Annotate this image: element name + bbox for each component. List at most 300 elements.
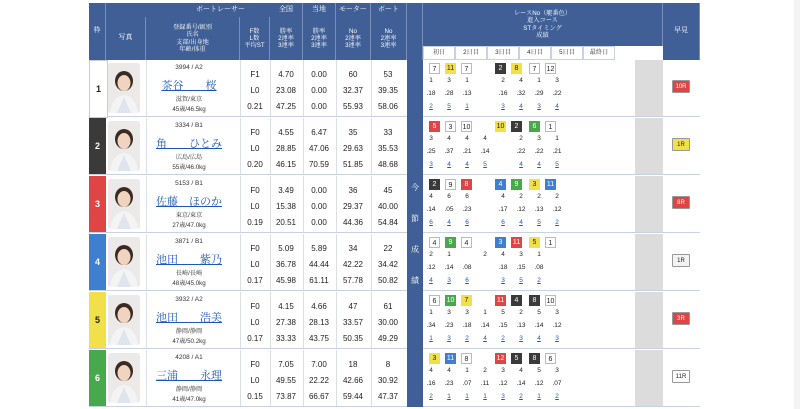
motor-stat: 57.78 (342, 276, 364, 285)
race-no-box[interactable]: 3 (429, 353, 440, 364)
finish-rank-link[interactable]: 2 (465, 335, 469, 342)
local-stat: 22.22 (308, 376, 330, 385)
waku-number: 1 (89, 60, 108, 118)
column-separator (371, 60, 372, 116)
finish-rank-link[interactable]: 3 (537, 103, 541, 110)
day-header-1: 初日 (423, 46, 455, 60)
racer-row (89, 292, 700, 349)
avg-st: 0.20 (247, 160, 263, 169)
l-count: L0 (250, 202, 260, 211)
course-number: 3 (501, 367, 505, 374)
registration: 3994 / A2 (175, 64, 203, 71)
course-number: 2 (429, 251, 433, 258)
st-timing: .23 (462, 206, 472, 213)
f-count: F0 (250, 302, 260, 311)
day-header-6: 最終日 (583, 46, 615, 60)
finish-rank-link[interactable]: 1 (429, 335, 433, 342)
finish-rank-link[interactable]: 2 (537, 277, 541, 284)
race-no-box[interactable]: 2 (429, 179, 440, 190)
racer-name[interactable]: 三浦 永理 (156, 370, 222, 382)
race-no-box[interactable]: 6 (429, 295, 440, 306)
race-no-box[interactable]: 3 (495, 237, 506, 248)
age-weight: 55歳/46.0kg (172, 164, 206, 171)
st-timing: .07 (552, 380, 562, 387)
header-sohaya: 早見 (663, 3, 700, 60)
konsetsu-char: 今 (411, 182, 419, 192)
motor-stat: 59.44 (342, 392, 364, 401)
finish-rank-link[interactable]: 4 (429, 277, 433, 284)
course-number: 2 (519, 193, 523, 200)
course-number: 5 (537, 309, 541, 316)
finish-rank-link[interactable]: 6 (465, 277, 469, 284)
local-stat: 44.44 (308, 260, 330, 269)
final-day-column (635, 350, 663, 406)
age-weight: 47歳/50.2kg (172, 338, 206, 345)
course-number: 3 (429, 135, 433, 142)
f-count: F0 (250, 360, 260, 369)
race-no-box[interactable]: 4 (511, 295, 522, 306)
course-number: 4 (447, 135, 451, 142)
boat-stat: 58.06 (377, 102, 399, 111)
st-timing: .23 (444, 380, 454, 387)
st-timing: .14 (480, 322, 490, 329)
race-no-box[interactable]: 5 (529, 237, 540, 248)
sohaya-button[interactable]: 1R (672, 138, 690, 151)
course-number: 4 (501, 251, 505, 258)
st-timing: .12 (426, 264, 436, 271)
finish-rank-link[interactable]: 1 (483, 393, 487, 400)
registration: 4208 / A1 (175, 354, 203, 361)
race-no-box[interactable]: 9 (511, 179, 522, 190)
local-stat: 70.59 (308, 160, 330, 169)
st-timing: .23 (444, 322, 454, 329)
racer-name[interactable]: 池田 浩美 (156, 312, 222, 324)
race-no-box[interactable]: 7 (429, 63, 440, 74)
race-no-box[interactable]: 7 (529, 63, 540, 74)
racer-name[interactable]: 角 ひとみ (156, 138, 222, 150)
race-no-box[interactable]: 12 (496, 355, 505, 362)
race-no-box[interactable]: 6 (545, 353, 556, 364)
header-touchi-sub: 勝率 2連率 3連率 (303, 17, 336, 60)
st-timing: .18 (426, 90, 436, 97)
konsetsu-char: 節 (411, 213, 419, 223)
registration: 5153 / B1 (175, 180, 203, 187)
race-table (89, 3, 700, 407)
finish-rank-link[interactable]: 1 (447, 393, 451, 400)
finish-rank-link[interactable]: 3 (447, 335, 451, 342)
race-no-box[interactable]: 4 (461, 237, 472, 248)
st-timing: .15 (516, 264, 526, 271)
course-number: 4 (429, 367, 433, 374)
finish-rank-link[interactable]: 5 (483, 161, 487, 168)
finish-rank-link[interactable]: 4 (465, 161, 469, 168)
race-no-box[interactable]: 10 (545, 295, 556, 306)
course-number: 6 (465, 193, 469, 200)
course-number: 4 (429, 193, 433, 200)
course-number: 3 (555, 309, 559, 316)
st-timing: .13 (516, 322, 526, 329)
national-stat: 36.78 (275, 260, 297, 269)
course-number: 6 (447, 193, 451, 200)
finish-rank-link[interactable]: 1 (465, 393, 469, 400)
st-timing: .08 (462, 264, 472, 271)
race-no-box[interactable]: 5 (429, 121, 440, 132)
local-stat: 66.67 (308, 392, 330, 401)
course-number: 1 (429, 309, 433, 316)
header-waku: 枠 (89, 3, 106, 60)
national-stat: 15.38 (275, 202, 297, 211)
st-timing: .21 (462, 148, 472, 155)
day-header-4: 4日目 (519, 46, 551, 60)
race-no-box[interactable]: 2 (495, 63, 506, 74)
st-timing: .21 (552, 148, 562, 155)
sohaya-button[interactable]: 11R (672, 370, 690, 383)
racer-photo (108, 63, 140, 113)
header-motor: モーター (336, 3, 371, 17)
l-count: L0 (250, 260, 260, 269)
finish-rank-link[interactable]: 5 (555, 161, 559, 168)
motor-stat: 47 (348, 302, 358, 311)
sohaya-button[interactable]: 1R (672, 254, 690, 267)
f-count: F0 (250, 128, 260, 137)
race-no-box[interactable]: 3 (445, 121, 456, 132)
boat-stat: 49.29 (377, 334, 399, 343)
st-timing: .14 (444, 264, 454, 271)
motor-stat: 32.37 (342, 86, 364, 95)
race-no-box[interactable]: 7 (461, 63, 472, 74)
sohaya-button[interactable]: 3R (672, 312, 690, 325)
st-timing: .37 (444, 148, 454, 155)
branch: 長崎/長崎 (175, 270, 203, 277)
st-timing: .34 (426, 322, 436, 329)
column-separator (336, 234, 337, 290)
st-timing: .12 (498, 380, 508, 387)
national-stat: 7.05 (278, 360, 294, 369)
finish-rank-link[interactable]: 3 (429, 161, 433, 168)
course-number: 4 (447, 367, 451, 374)
waku-number: 2 (89, 118, 106, 174)
boat-stat: 34.42 (377, 260, 399, 269)
race-no-box[interactable]: 5 (511, 353, 522, 364)
race-no-box[interactable]: 4 (429, 237, 440, 248)
boat-stat: 47.37 (377, 392, 399, 401)
f-count: F0 (250, 244, 260, 253)
boat-stat: 48.68 (377, 160, 399, 169)
header-boat: ボート (371, 3, 407, 17)
boat-stat: 50.82 (377, 276, 399, 285)
course-number: 3 (555, 367, 559, 374)
boat-stat: 30.92 (377, 376, 399, 385)
course-number: 1 (465, 367, 469, 374)
st-timing: .08 (534, 264, 544, 271)
course-number: 2 (483, 251, 487, 258)
boat-stat: 35.53 (377, 144, 399, 153)
motor-stat: 42.22 (342, 260, 364, 269)
st-timing: .25 (426, 148, 436, 155)
boat-stat: 39.35 (377, 86, 399, 95)
final-day-column (635, 292, 663, 348)
finish-rank-link[interactable]: 4 (519, 161, 523, 168)
finish-rank-link[interactable]: 4 (519, 219, 523, 226)
sohaya-button[interactable]: 8R (672, 196, 690, 209)
finish-rank-link[interactable]: 5 (447, 103, 451, 110)
finish-rank-link[interactable]: 3 (501, 393, 505, 400)
course-number: 5 (537, 367, 541, 374)
race-no-box[interactable]: 9 (445, 179, 456, 190)
finish-rank-link[interactable]: 4 (483, 335, 487, 342)
race-no-box[interactable]: 8 (511, 63, 522, 74)
st-timing: .32 (516, 90, 526, 97)
st-timing: .05 (444, 206, 454, 213)
race-no-box[interactable]: 10 (496, 123, 505, 130)
st-timing: .13 (534, 206, 544, 213)
finish-rank-link[interactable]: 4 (537, 335, 541, 342)
course-number: 2 (483, 367, 487, 374)
avg-st: 0.21 (247, 102, 263, 111)
motor-stat: 18 (348, 360, 358, 369)
finish-rank-link[interactable]: 3 (519, 335, 523, 342)
race-no-box[interactable]: 2 (511, 121, 522, 132)
header-st: F数 L数 平均ST (240, 17, 270, 60)
konsetsu-char: 成 (411, 244, 419, 254)
boat-stat: 33 (383, 128, 393, 137)
l-count: L0 (250, 144, 260, 153)
st-timing: .16 (426, 380, 436, 387)
race-no-box[interactable]: 3 (529, 179, 540, 190)
finish-rank-link[interactable]: 4 (447, 161, 451, 168)
course-number: 1 (537, 251, 541, 258)
national-stat: 27.38 (275, 318, 297, 327)
column-separator (336, 176, 337, 232)
finish-rank-link[interactable]: 6 (429, 219, 433, 226)
st-timing: .12 (534, 380, 544, 387)
column-separator (336, 118, 337, 174)
finish-rank-link[interactable]: 2 (429, 393, 433, 400)
header-race-info: レースNo（艇番色） 進入コース STタイミング 成績 (423, 3, 663, 46)
header-racer: ボートレーサー (106, 3, 336, 17)
course-number: 4 (483, 135, 487, 142)
finish-rank-link[interactable]: 2 (429, 103, 433, 110)
local-stat: 4.66 (311, 302, 327, 311)
local-stat: 61.11 (309, 276, 329, 285)
racer-row (89, 234, 700, 291)
race-no-box[interactable]: 7 (461, 295, 472, 306)
st-timing: .15 (498, 322, 508, 329)
age-weight: 48歳/45.0kg (172, 280, 206, 287)
st-timing: .18 (498, 264, 508, 271)
header-zenkoku: 全国 (270, 3, 303, 17)
st-timing: .12 (552, 322, 562, 329)
race-no-box[interactable]: 8 (461, 179, 472, 190)
final-day-column (635, 234, 663, 290)
age-weight: 41歳/47.0kg (172, 396, 206, 403)
avg-st: 0.17 (247, 276, 263, 285)
column-separator (371, 176, 372, 232)
racer-row (89, 350, 700, 407)
column-separator (371, 234, 372, 290)
boat-stat: 8 (385, 360, 391, 369)
finish-rank-link[interactable]: 3 (501, 103, 505, 110)
course-number: 2 (537, 193, 541, 200)
motor-stat: 55.93 (342, 102, 364, 111)
course-number: 5 (501, 309, 505, 316)
st-timing: .28 (444, 90, 454, 97)
course-number: 1 (465, 77, 469, 84)
column-separator (336, 292, 337, 348)
race-no-box[interactable]: 11 (512, 239, 521, 246)
st-timing: .14 (426, 206, 436, 213)
race-no-box[interactable]: 1 (545, 121, 556, 132)
konsetsu-char: 績 (411, 275, 419, 285)
st-timing: .18 (462, 322, 472, 329)
st-timing: .22 (534, 148, 544, 155)
registration: 3334 / B1 (175, 122, 203, 129)
f-count: F0 (250, 186, 260, 195)
motor-stat: 34 (348, 244, 358, 253)
boat-stat: 22 (383, 244, 393, 253)
race-no-box[interactable]: 11 (446, 355, 455, 362)
race-no-box[interactable]: 6 (529, 121, 540, 132)
avg-st: 0.15 (247, 392, 263, 401)
course-number: 3 (555, 77, 559, 84)
st-timing: .17 (498, 206, 508, 213)
finish-rank-link[interactable]: 3 (555, 335, 559, 342)
st-timing: .29 (534, 90, 544, 97)
day-header-5: 5日目 (551, 46, 583, 60)
finish-rank-link[interactable]: 2 (555, 393, 559, 400)
course-number: 3 (447, 309, 451, 316)
racer-photo (108, 295, 140, 345)
l-count: L0 (250, 376, 260, 385)
course-number: 4 (519, 367, 523, 374)
finish-rank-link[interactable]: 2 (519, 393, 523, 400)
column-separator (336, 60, 337, 116)
racer-row (89, 60, 700, 117)
boat-stat: 61 (383, 302, 393, 311)
registration: 3932 / A2 (175, 296, 203, 303)
race-no-box[interactable]: 11 (496, 297, 505, 304)
branch: 東京/東京 (175, 212, 203, 219)
race-no-box[interactable]: 8 (529, 295, 540, 306)
course-number: 1 (447, 251, 451, 258)
race-no-box[interactable]: 11 (546, 181, 555, 188)
motor-stat: 33.57 (342, 318, 364, 327)
finish-rank-link[interactable]: 1 (465, 103, 469, 110)
motor-stat: 60 (348, 70, 358, 79)
branch: 滋賀/東京 (175, 96, 203, 103)
finish-rank-link[interactable]: 3 (447, 277, 451, 284)
course-number: 1 (537, 77, 541, 84)
st-timing: .16 (498, 90, 508, 97)
age-weight: 27歳/47.0kg (172, 222, 206, 229)
finish-rank-link[interactable]: 2 (555, 219, 559, 226)
boat-stat: 53 (383, 70, 393, 79)
finish-rank-link[interactable]: 4 (537, 161, 541, 168)
race-no-box[interactable]: 4 (495, 179, 506, 190)
st-timing: .22 (516, 148, 526, 155)
course-number: 3 (537, 135, 541, 142)
national-stat: 45.98 (275, 276, 297, 285)
finish-rank-link[interactable]: 4 (555, 103, 559, 110)
column-separator (146, 292, 147, 348)
race-no-box[interactable]: 11 (446, 65, 455, 72)
avg-st: 0.19 (247, 218, 263, 227)
national-stat: 33.33 (275, 334, 297, 343)
racer-name[interactable]: 茶谷 桜 (161, 80, 217, 92)
race-no-box[interactable]: 10 (461, 121, 472, 132)
course-number: 4 (465, 135, 469, 142)
local-stat: 28.13 (308, 318, 330, 327)
course-number: 2 (519, 135, 523, 142)
local-stat: 7.00 (311, 360, 327, 369)
column-separator (146, 234, 147, 290)
l-count: L0 (250, 318, 260, 327)
race-no-box[interactable]: 9 (445, 237, 456, 248)
course-number: 3 (465, 309, 469, 316)
finish-rank-link[interactable]: 4 (519, 103, 523, 110)
racer-name[interactable]: 池田 紫乃 (156, 254, 222, 266)
column-separator (146, 350, 147, 406)
header-motor-sub: No 2連率 3連率 (336, 17, 371, 60)
day-header-3: 3日目 (487, 46, 519, 60)
finish-rank-link[interactable]: 5 (519, 277, 523, 284)
race-no-box[interactable]: 8 (461, 353, 472, 364)
local-stat: 0.00 (311, 218, 327, 227)
race-no-box[interactable]: 1 (545, 237, 556, 248)
header-touchi: 当地 (303, 3, 336, 17)
national-stat: 4.70 (278, 70, 294, 79)
racer-name[interactable]: 佐藤 ほのか (156, 196, 222, 208)
motor-stat: 44.36 (342, 218, 364, 227)
column-separator (146, 60, 147, 116)
age-weight: 45歳/46.5kg (172, 106, 206, 113)
header-photo: 写真 (106, 17, 146, 60)
st-timing: .07 (462, 380, 472, 387)
branch: 静岡/静岡 (175, 386, 203, 393)
finish-rank-link[interactable]: 3 (501, 277, 505, 284)
course-number: 2 (501, 77, 505, 84)
registration: 3871 / B1 (175, 238, 203, 245)
race-no-box[interactable]: 8 (529, 353, 540, 364)
race-no-box[interactable]: 12 (545, 63, 556, 74)
st-timing: .14 (480, 148, 490, 155)
local-stat: 0.00 (311, 102, 327, 111)
motor-stat: 36 (348, 186, 358, 195)
racer-photo (108, 237, 140, 287)
finish-rank-link[interactable]: 4 (447, 219, 451, 226)
local-stat: 0.00 (311, 202, 327, 211)
finish-rank-link[interactable]: 6 (465, 219, 469, 226)
motor-stat: 29.37 (342, 202, 364, 211)
st-timing: .12 (516, 206, 526, 213)
race-no-box[interactable]: 10 (446, 297, 455, 304)
racer-photo (108, 353, 140, 403)
st-timing: .11 (480, 380, 490, 387)
finish-rank-link[interactable]: 1 (537, 393, 541, 400)
finish-rank-link[interactable]: 6 (501, 219, 505, 226)
boat-stat: 45 (383, 186, 393, 195)
page-scrollbar[interactable] (794, 0, 800, 409)
st-timing: .12 (552, 206, 562, 213)
finish-rank-link[interactable]: 5 (537, 219, 541, 226)
motor-stat: 42.66 (342, 376, 364, 385)
sohaya-button[interactable]: 10R (672, 80, 690, 93)
national-stat: 3.49 (278, 186, 294, 195)
boat-stat: 54.84 (377, 218, 399, 227)
boat-stat: 40.00 (377, 202, 399, 211)
finish-rank-link[interactable]: 2 (501, 335, 505, 342)
motor-stat: 50.35 (342, 334, 364, 343)
